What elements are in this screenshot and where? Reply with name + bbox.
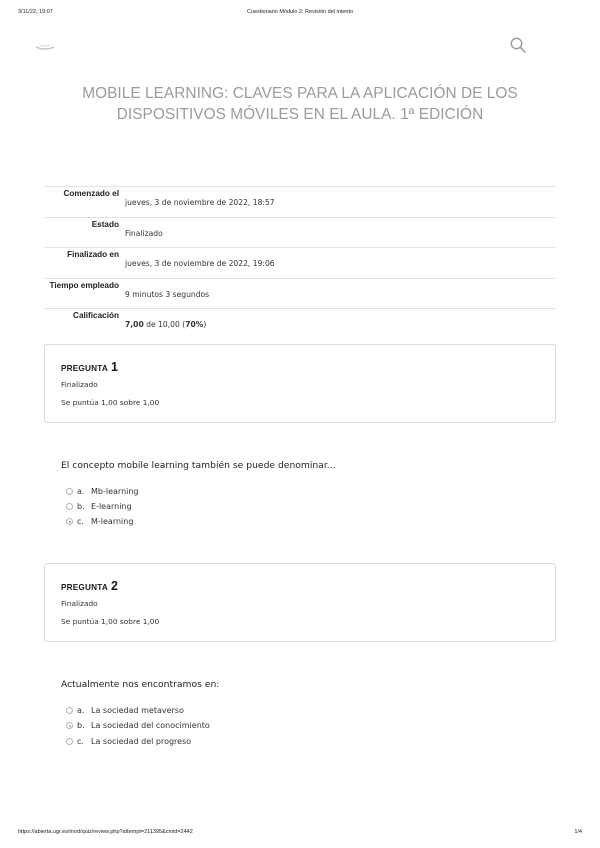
radio-button[interactable] (66, 488, 73, 495)
answer-text: La sociedad del conocimiento (91, 721, 210, 730)
print-datetime: 3/11/22, 19:07 (18, 9, 53, 15)
print-footer (0, 829, 600, 839)
answer-letter: b. (77, 721, 85, 730)
radio-button[interactable] (66, 707, 73, 714)
question-word: PREGUNTA (61, 364, 108, 373)
answer-letter: a. (77, 487, 85, 496)
summary-grade-value (125, 320, 206, 329)
print-url: https://abierta.ugr.es/mod/quiz/review.php?attempt=211395&cmid=2442 (18, 829, 193, 835)
grade-percent: 70% (185, 320, 204, 329)
question-word: PREGUNTA (61, 583, 108, 592)
answer-text: E-learning (91, 502, 132, 511)
question-info-box (44, 563, 556, 642)
question-state: Finalizado (61, 380, 98, 389)
radio-button-selected[interactable] (66, 722, 73, 729)
summary-row-started (44, 186, 556, 217)
summary-value: Finalizado (125, 228, 163, 238)
radio-button[interactable] (66, 738, 73, 745)
print-doc-title: Cuestionario Módulo 2: Revisión del intento (246, 9, 354, 15)
answer-text: M-learning (91, 517, 134, 526)
search-icon[interactable] (509, 36, 527, 54)
answer-letter: b. (77, 502, 85, 511)
grade-score: 7,00 (125, 320, 144, 329)
summary-value: 9 minutos 3 segundos (125, 289, 210, 299)
summary-label: Calificación (73, 311, 119, 320)
summary-label: Tiempo empleado (49, 280, 119, 290)
attempt-summary-table (44, 186, 556, 339)
answer-text: La sociedad del progreso (91, 737, 192, 746)
question-text: Actualmente nos encontramos en: (61, 679, 220, 690)
summary-row-grade (44, 308, 556, 339)
summary-row-time (44, 278, 556, 309)
answer-letter: a. (77, 706, 85, 715)
answer-text: Mb-learning (91, 487, 139, 496)
question-number (61, 358, 118, 376)
summary-label: Estado (91, 219, 119, 229)
answer-letter: c. (77, 737, 84, 746)
summary-label: Comenzado el (63, 189, 119, 198)
answer-text: La sociedad metaverso (91, 706, 184, 715)
radio-button-selected[interactable] (66, 518, 73, 525)
question-grade: Se puntúa 1,00 sobre 1,00 (61, 617, 160, 626)
summary-label: Finalizado en (67, 250, 119, 259)
question-text: El concepto mobile learning también se puede denominar... (61, 460, 336, 471)
summary-row-state (44, 217, 556, 248)
print-header (0, 9, 600, 19)
summary-value: jueves, 3 de noviembre de 2022, 18:57 (125, 198, 275, 207)
print-page-number: 1/4 (574, 829, 582, 835)
summary-row-finished (44, 247, 556, 278)
radio-button[interactable] (66, 503, 73, 510)
question-info-box (44, 344, 556, 423)
course-title: MOBILE LEARNING: CLAVES PARA LA APLICACIÓN DE LOS DISPOSITIVOS MÓVILES EN EL AULA. 1ª EDICIÓN (82, 85, 518, 123)
question-state: Finalizado (61, 599, 98, 608)
question-num: 1 (110, 360, 118, 374)
question-grade: Se puntúa 1,00 sobre 1,00 (61, 398, 160, 407)
grade-close: ) (203, 320, 207, 329)
summary-value: jueves, 3 de noviembre de 2022, 19:06 (125, 259, 275, 268)
question-num: 2 (110, 579, 118, 593)
grade-out-of: de 10,00 ( (143, 320, 186, 329)
answer-letter: c. (77, 517, 84, 526)
logo-icon[interactable] (34, 38, 56, 52)
question-number (61, 577, 118, 595)
